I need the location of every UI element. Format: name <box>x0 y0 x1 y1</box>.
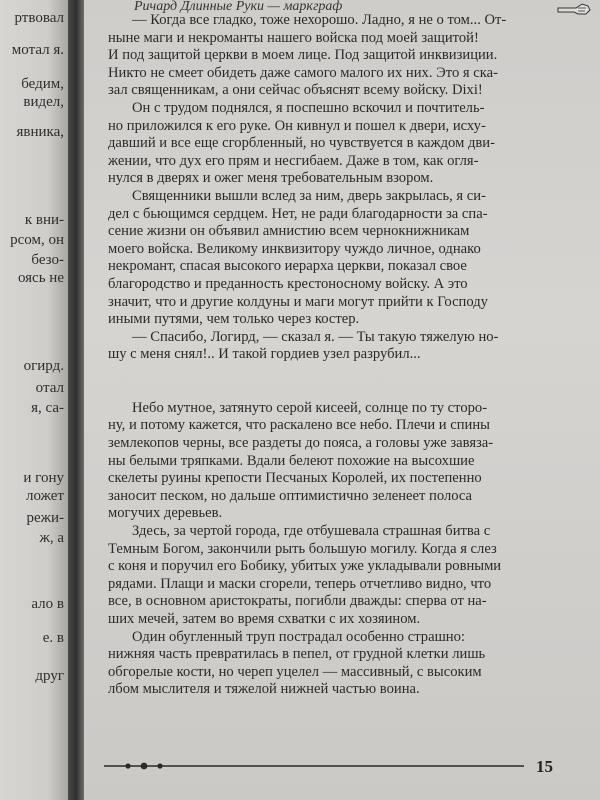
previous-page-line-fragment: ртвовал <box>14 10 64 26</box>
text-line: шу с меня снял!.. И такой гордиев узел разрубил... <box>108 346 421 363</box>
text-line: все, в основном аристократы, погибли дважды: сперва от на- <box>108 593 487 610</box>
text-line: обгорелые кости, но череп уцелел — массивный, с высоким <box>108 663 482 680</box>
text-line: Никто не смеет обидеть даже самого малого их них. Это я ска- <box>108 64 498 81</box>
text-line: Небо мутное, затянуто серой кисеей, солнце по ту сторо- <box>132 399 488 416</box>
text-line: могучих деревьев. <box>108 505 223 522</box>
text-line: моего войска. Великому инквизитору чуждо личное, однако <box>108 240 481 257</box>
text-line: иными путями, чем только через костер. <box>108 311 360 328</box>
text-section-1 <box>108 12 578 364</box>
text-line: некромант, спасая высокого иерарха церкви, показал свое <box>108 258 467 275</box>
text-line: заносит песком, но дальше оптимистично зеленеет полоса <box>108 487 473 504</box>
text-line: Темным Богом, закончили рыть большую могилу. Когда я слез <box>108 540 497 557</box>
previous-page-line-fragment: безо- <box>31 252 64 268</box>
text-line: давший и все еще сгорбленный, но чувствуется в каждом дви- <box>108 135 495 152</box>
text-line: ших мечей, затем во время схватки с их хозяином. <box>108 611 421 627</box>
text-line: лбом мыслителя и тяжелой нижней частью воина. <box>108 681 420 698</box>
text-line: жении, что дух его прям и несгибаем. Даже в том, как огля- <box>108 152 479 169</box>
page-number: 15 <box>536 757 553 776</box>
text-line: Один обугленный труп пострадал особенно страшно: <box>132 628 465 645</box>
text-line: зал священникам, а они сейчас объяснят всему войску. Dixi! <box>108 82 483 99</box>
book-gutter <box>68 0 84 800</box>
text-line: дел с бьющимся сердцем. Нет, не ради благодарности за спа- <box>108 205 488 222</box>
text-line: Священники вышли вслед за ним, дверь закрылась, я си- <box>132 187 486 204</box>
previous-page-line-fragment: бедим, <box>21 76 64 92</box>
text-line: ну, и потому кажется, что раскалено все небо. Плечи и спины <box>108 417 490 434</box>
previous-page-line-fragment: я, са- <box>31 400 64 416</box>
previous-page <box>0 0 68 800</box>
previous-page-line-fragment: мотал я. <box>11 42 64 58</box>
previous-page-line-fragment: режи- <box>26 510 64 526</box>
previous-page-line-fragment: рсом, он <box>10 232 64 248</box>
text-line: нулся в дверях и ожег меня требовательным взором. <box>108 170 434 187</box>
text-line: сение жизни он объявил амнистию всем чернокнижникам <box>108 223 470 240</box>
previous-page-line-fragment: к вни- <box>24 212 64 228</box>
section-break <box>108 364 578 400</box>
text-line: И под защитой церкви в моем лице. Под защитой инквизиции. <box>108 47 498 64</box>
text-line: значит, что и другие колдуны и маги могут прийти к Господу <box>108 293 488 310</box>
text-line: с коня и поручил его Бобику, убитых уже укладывали ровными <box>108 558 502 575</box>
text-line: ныне маги и некроманты нашего войска под моей защитой! <box>108 29 479 46</box>
previous-page-line-fragment: явника, <box>16 124 64 140</box>
previous-page-line-fragment: отал <box>35 380 64 396</box>
running-header: Ричард Длинные Руки — маркграф <box>134 0 343 14</box>
text-line: ны белыми тряпками. Вдали белеют похожие на высохшие <box>108 452 475 469</box>
current-page <box>84 0 600 800</box>
previous-page-line-fragment: е. в <box>42 630 64 646</box>
footer-ornament-rule <box>104 758 534 774</box>
previous-page-line-fragment: ж, а <box>39 530 64 546</box>
previous-page-line-fragment: ложет <box>26 488 64 504</box>
previous-page-line-fragment: и гону <box>23 470 64 486</box>
page-body-text <box>108 12 578 699</box>
text-line: нижняя часть превратилась в пепел, от грудной клетки лишь <box>108 646 486 663</box>
text-line: скелеты руины крепости Песчаных Королей, их постепенно <box>108 470 482 487</box>
text-line: рядами. Плащи и маски сгорели, теперь отчетливо видно, что <box>108 575 492 592</box>
text-line: Здесь, за чертой города, где отбушевала страшная битва с <box>132 523 491 540</box>
text-line: благородство и преданность крестоносному войску. А это <box>108 275 468 292</box>
text-line: Он с трудом поднялся, я поспешно вскочил и почтитель- <box>132 99 485 116</box>
previous-page-line-fragment: огирд. <box>23 358 64 374</box>
previous-page-line-fragment: видел, <box>23 94 64 110</box>
text-line: землекопов черны, все раздеты до пояса, а головы уже завяза- <box>108 435 494 452</box>
text-line: — Когда все гладко, тоже нехорошо. Ладно, я не о том... От- <box>132 12 507 28</box>
text-line: — Спасибо, Логирд, — сказал я. — Ты такую тяжелую но- <box>132 328 499 345</box>
text-line: но приложился к его руке. Он кивнул и пошел к двери, исху- <box>108 117 486 134</box>
text-section-2 <box>108 400 578 699</box>
previous-page-line-fragment: друг <box>35 668 64 684</box>
previous-page-line-fragment: ало в <box>31 596 64 612</box>
previous-page-line-fragment: оясь не <box>17 270 64 286</box>
